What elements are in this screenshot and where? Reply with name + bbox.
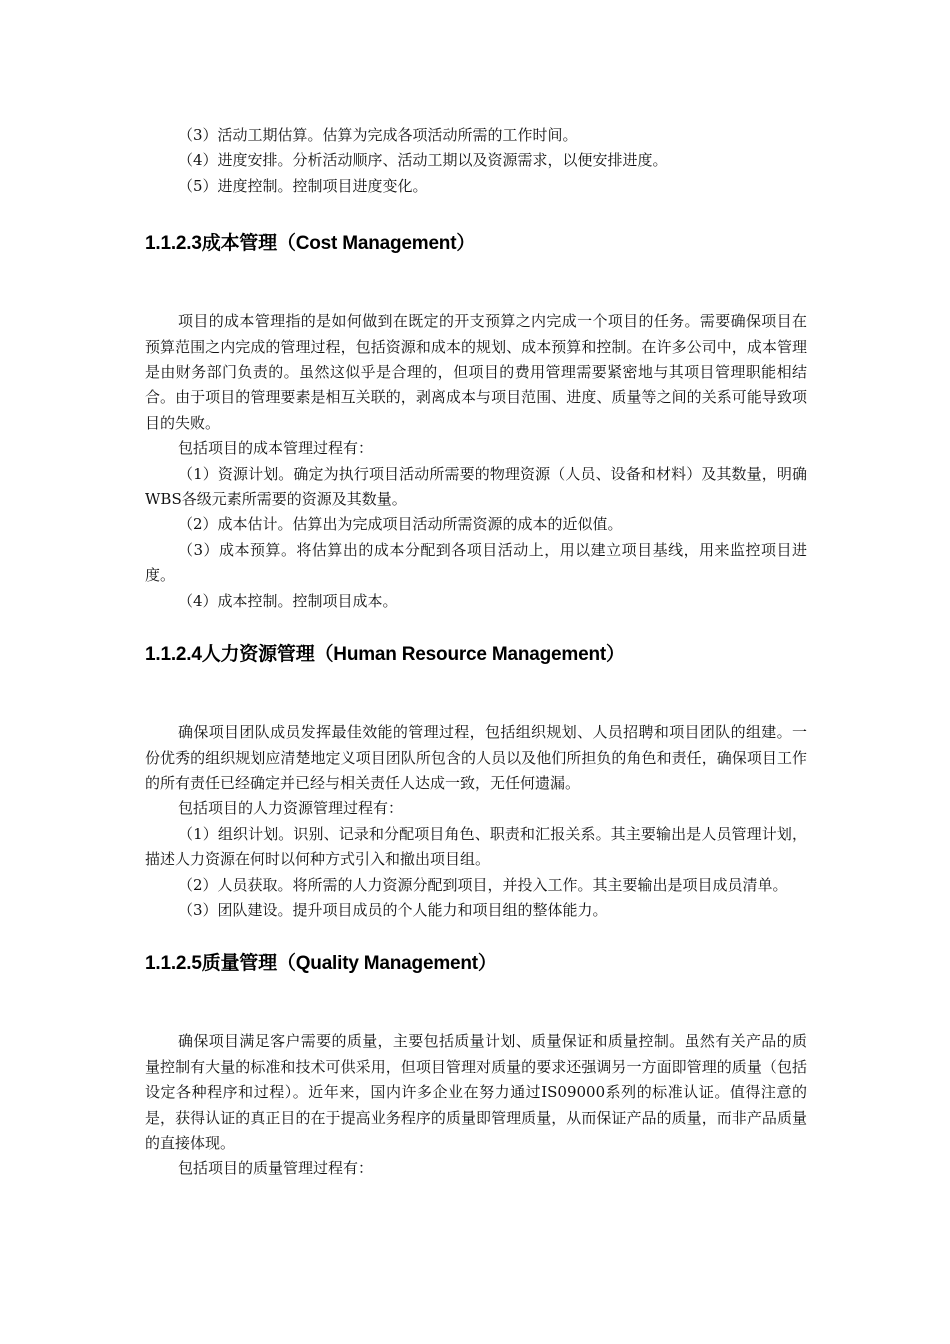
cost-item-1: （1）资源计划。确定为执行项目活动所需要的物理资源（人员、设备和材料）及其数量，明确WBS各级元素所需要的资源及其数量。 [145,464,807,509]
cost-management-heading: 1.1.2.3成本管理（Cost Management） [145,233,476,255]
hr-management-body: 确保项目团队成员发挥最佳效能的管理过程，包括组织规划、人员招聘和项目团队的组建。一份优秀的组织规划应清楚地定义项目团队所包含的人员以及他们所担负的角色和责任，确保项目工作的所有责任已经确定并已经与相关责任人达成一致，无任何遗漏。 [145,723,807,792]
quality-process-intro: 包括项目的质量管理过程有： [178,1159,374,1178]
quality-management-body: 确保项目满足客户需要的质量，主要包括质量计划、质量保证和质量控制。虽然有关产品的质量控制有大量的标准和技术可供采用，但项目管理对质量的要求还强调另一方面即管理的质量（包括设定各种程序和过程）。近年来，国内许多企业在努力通过IS09000系列的标准认证。值得注意的是，获得认证的真正目的在于提高业务程序的质量即管理质量，从而保证产品的质量，而非产品质量的直接体现。 [145,1032,807,1152]
hr-process-intro: 包括项目的人力资源管理过程有： [178,799,404,818]
hr-management-heading: 1.1.2.4人力资源管理（Human Resource Management） [145,644,625,666]
schedule-item-5: （5）进度控制。控制项目进度变化。 [178,176,428,195]
quality-management-heading: 1.1.2.5质量管理（Quality Management） [145,953,497,975]
cost-management-body: 项目的成本管理指的是如何做到在既定的开支预算之内完成一个项目的任务。需要确保项目在预算范围之内完成的管理过程，包括资源和成本的规划、成本预算和控制。在许多公司中，成本管理是由财务部门负责的。虽然这似乎是合理的，但项目的费用管理需要紧密地与其项目管理职能相结合。由于项目的管理要素是相互关联的，剥离成本与项目范围、进度、质量等之间的关系可能导致项目的失败。 [145,312,807,432]
cost-item-4: （4）成本控制。控制项目成本。 [178,591,398,610]
cost-item-3: （3）成本预算。将估算出的成本分配到各项目活动上，用以建立项目基线，用来监控项目进度。 [145,540,807,585]
schedule-item-3: （3）活动工期估算。估算为完成各项活动所需的工作时间。 [178,126,578,144]
document-body [145,123,807,1182]
schedule-item-4: （4）进度安排。分析活动顺序、活动工期以及资源需求，以便安排进度。 [178,151,668,170]
cost-item-2: （2）成本估计。估算出为完成项目活动所需资源的成本的近似值。 [178,515,623,534]
hr-item-2: （2）人员获取。将所需的人力资源分配到项目，并投入工作。其主要输出是项目成员清单。 [178,875,788,894]
cost-process-intro: 包括项目的成本管理过程有： [178,439,374,458]
hr-item-3: （3）团队建设。提升项目成员的个人能力和项目组的整体能力。 [178,900,608,919]
hr-item-1: （1）组织计划。识别、记录和分配项目角色、职责和汇报关系。其主要输出是人员管理计划，描述人力资源在何时以何种方式引入和撤出项目组。 [145,824,807,869]
